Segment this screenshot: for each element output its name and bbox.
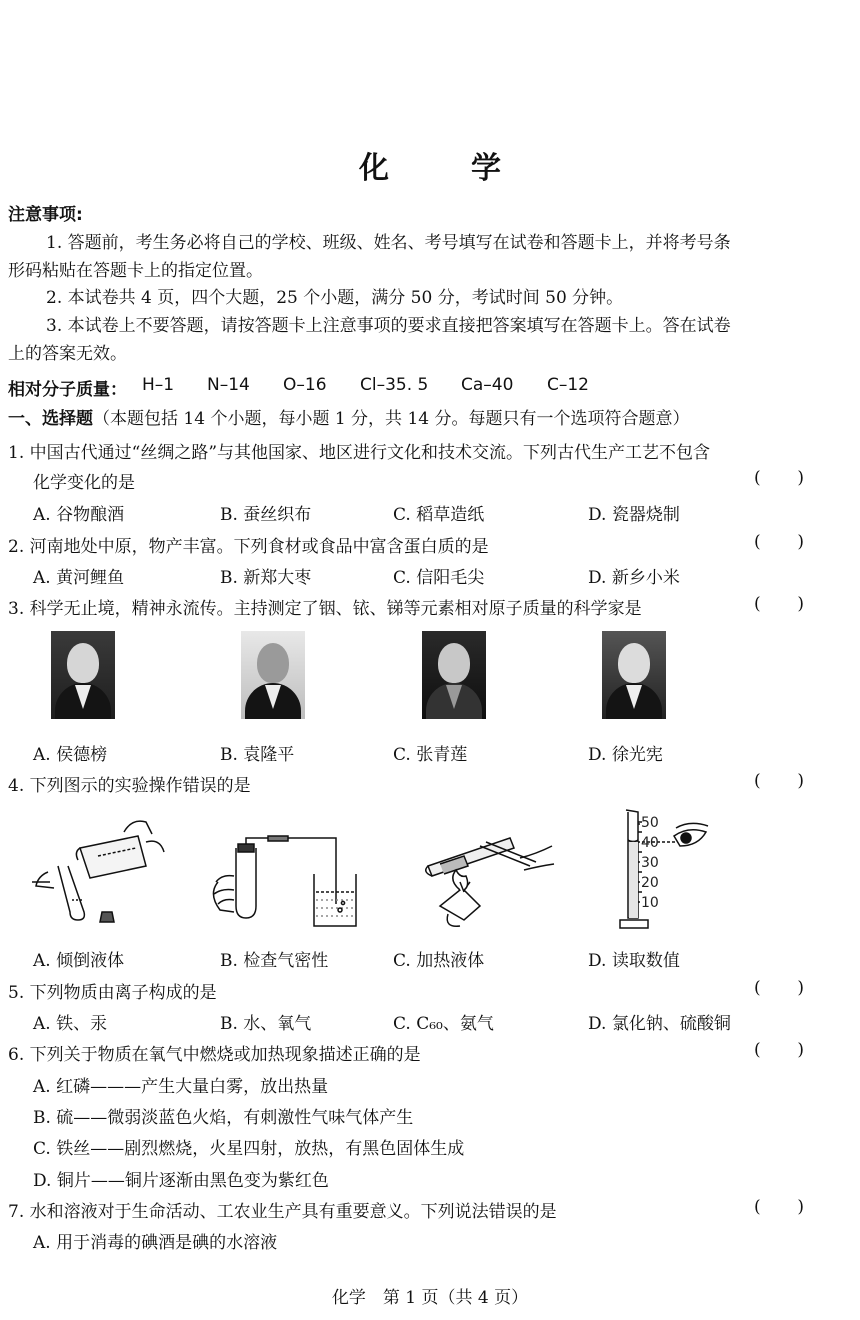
q3-option-d: D. 徐光宪 <box>588 745 663 765</box>
notice-item-1-line-1: 1. 答题前，考生务必将自己的学校、班级、姓名、考号填写在试卷和答题卡上，并将考号条 <box>46 233 731 253</box>
notice-item-1-line-2: 形码粘贴在答题卡上的指定位置。 <box>8 261 263 281</box>
q6-option-d: D. 铜片——铜片逐渐由黑色变为紫红色 <box>33 1171 329 1191</box>
atomic-mass-h: H–1 <box>142 375 175 395</box>
q2-stem: 2. 河南地处中原，物产丰富。下列食材或食品中富含蛋白质的是 <box>8 537 489 557</box>
q7-answer-bracket: ( ) <box>754 1197 804 1217</box>
notice-item-3-line-1: 3. 本试卷上不要答题，请按答题卡上注意事项的要求直接把答案填写在答题卡上。答在试卷 <box>46 316 731 336</box>
q7-option-a: A. 用于消毒的碘酒是碘的水溶液 <box>33 1233 278 1253</box>
q6-option-a: A. 红磷———产生大量白雾，放出热量 <box>33 1077 329 1097</box>
q2-option-d: D. 新乡小米 <box>588 568 680 588</box>
scientist-photo-d <box>602 631 666 719</box>
notice-heading: 注意事项: <box>8 205 83 225</box>
q1-option-a: A. 谷物酿酒 <box>33 505 125 525</box>
airtightness-check-illustration <box>208 834 364 934</box>
q5-option-b: B. 水、氧气 <box>220 1014 312 1034</box>
atomic-mass-label: 相对分子质量： <box>8 380 127 400</box>
atomic-mass-ca: Ca–40 <box>461 375 514 395</box>
q5-option-a: A. 铁、汞 <box>33 1014 108 1034</box>
q4-option-d: D. 读取数值 <box>588 951 680 971</box>
cylinder-tick-10: 10 <box>641 895 659 911</box>
q4-option-c: C. 加热液体 <box>393 951 485 971</box>
q6-option-c: C. 铁丝——剧烈燃烧，火星四射，放热，有黑色固体生成 <box>33 1139 465 1159</box>
q2-answer-bracket: ( ) <box>754 532 804 552</box>
q2-option-c: C. 信阳毛尖 <box>393 568 485 588</box>
atomic-mass-c: C–12 <box>547 375 590 395</box>
q3-answer-bracket: ( ) <box>754 594 804 614</box>
q6-stem: 6. 下列关于物质在氧气中燃烧或加热现象描述正确的是 <box>8 1045 421 1065</box>
section-1-header <box>8 404 690 429</box>
cylinder-tick-20: 20 <box>641 875 659 891</box>
graduated-cylinder-illustration <box>618 806 718 934</box>
q1-option-d: D. 瓷器烧制 <box>588 505 680 525</box>
scientist-photo-c <box>422 631 486 719</box>
q4-option-b: B. 检查气密性 <box>220 951 329 971</box>
q7-stem: 7. 水和溶液对于生命活动、工农业生产具有重要意义。下列说法错误的是 <box>8 1202 557 1222</box>
cylinder-tick-30: 30 <box>641 855 659 871</box>
atomic-mass-cl: Cl–35. 5 <box>360 375 429 395</box>
q1-stem-line-1: 1. 中国古代通过“丝绸之路”与其他国家、地区进行文化和技术交流。下列古代生产工艺不包含 <box>8 443 711 463</box>
q1-stem-line-2: 化学变化的是 <box>33 473 135 493</box>
q3-option-a: A. 侯德榜 <box>33 745 108 765</box>
section-1-title: 一、选择题 <box>8 409 93 429</box>
q4-stem: 4. 下列图示的实验操作错误的是 <box>8 776 251 796</box>
page-footer: 化学 第 1 页（共 4 页） <box>331 1288 529 1308</box>
scientist-photo-a <box>51 631 115 719</box>
q5-stem: 5. 下列物质由离子构成的是 <box>8 983 217 1003</box>
q2-option-a: A. 黄河鲤鱼 <box>33 568 125 588</box>
page-title: 化 学 <box>359 151 527 186</box>
atomic-mass-o: O–16 <box>283 375 327 395</box>
q2-option-b: B. 新郑大枣 <box>220 568 312 588</box>
q1-option-c: C. 稻草造纸 <box>393 505 485 525</box>
heating-liquid-illustration <box>420 826 560 936</box>
notice-item-3-line-2: 上的答案无效。 <box>8 344 127 364</box>
q5-answer-bracket: ( ) <box>754 978 804 998</box>
q1-answer-bracket: ( ) <box>754 468 804 488</box>
q6-option-b: B. 硫——微弱淡蓝色火焰，有刺激性气味气体产生 <box>33 1108 414 1128</box>
q4-option-a: A. 倾倒液体 <box>33 951 125 971</box>
cylinder-tick-50: 50 <box>641 815 659 831</box>
q3-stem: 3. 科学无止境，精神永流传。主持测定了铟、铱、锑等元素相对原子质量的科学家是 <box>8 599 642 619</box>
notice-item-2: 2. 本试卷共 4 页，四个大题，25 个小题，满分 50 分，考试时间 50 分钟。 <box>46 288 624 308</box>
section-1-desc: （本题包括 14 个小题，每小题 1 分，共 14 分。每题只有一个选项符合题意） <box>93 409 690 429</box>
q5-option-c: C. C₆₀、氨气 <box>393 1014 494 1034</box>
scientist-photo-b <box>241 631 305 719</box>
q4-answer-bracket: ( ) <box>754 771 804 791</box>
q6-answer-bracket: ( ) <box>754 1040 804 1060</box>
q3-option-b: B. 袁隆平 <box>220 745 295 765</box>
pouring-liquid-illustration <box>28 808 168 932</box>
q5-option-d: D. 氯化钠、硫酸铜 <box>588 1014 731 1034</box>
q3-option-c: C. 张青莲 <box>393 745 468 765</box>
atomic-mass-n: N–14 <box>207 375 250 395</box>
q1-option-b: B. 蚕丝织布 <box>220 505 312 525</box>
cylinder-tick-40: 40 <box>641 835 659 851</box>
